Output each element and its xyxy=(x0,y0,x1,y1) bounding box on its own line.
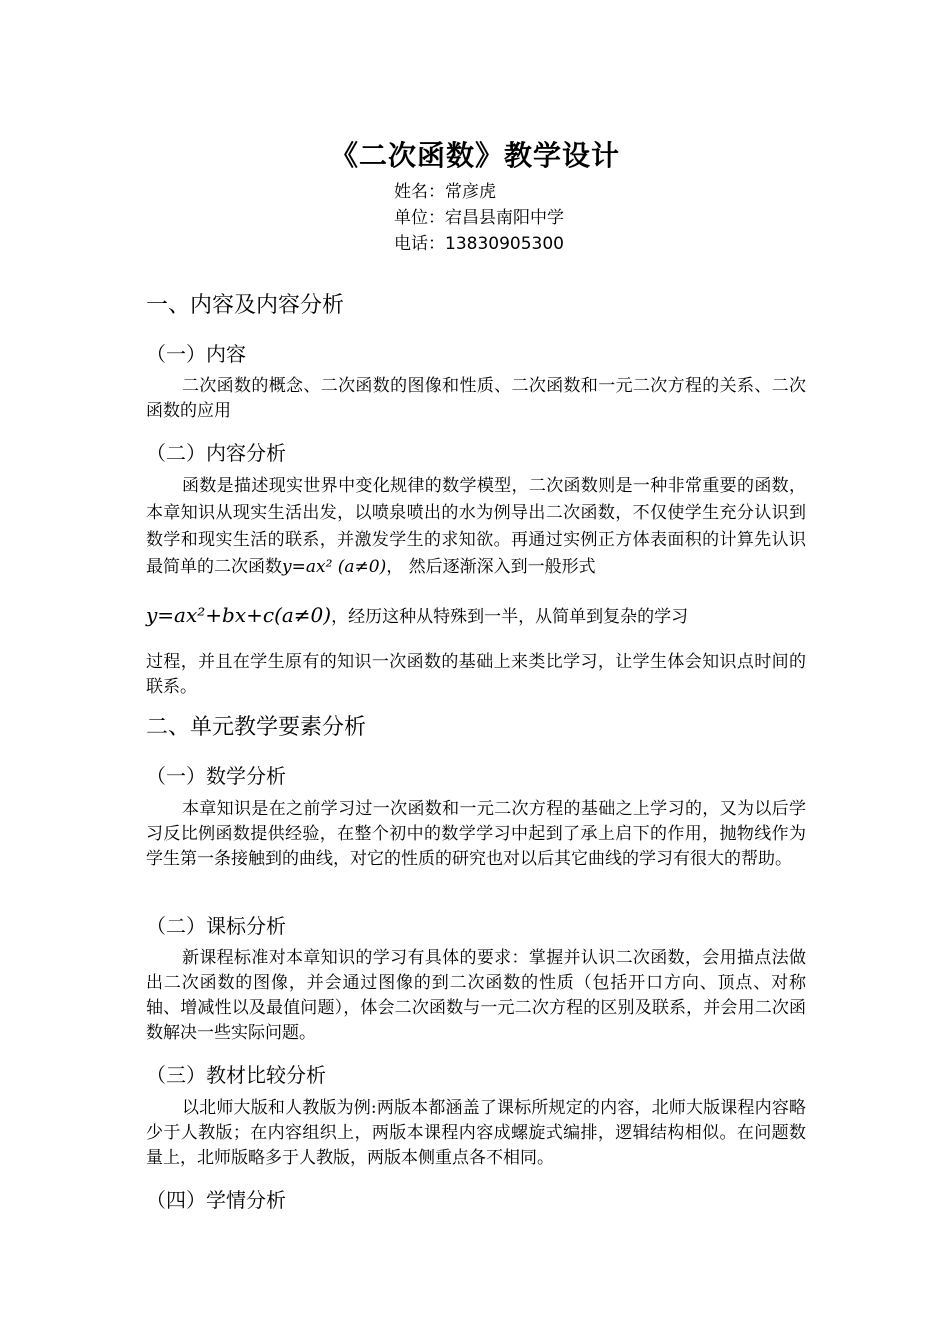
paragraph-text-b: ， 然后逐渐深入到一般形式 xyxy=(386,557,596,577)
formula-general-quadratic: y=ax²+bx+c(a≠0) xyxy=(146,603,332,627)
section-2-4-heading: （四）学情分析 xyxy=(146,1188,286,1212)
section-1-2-heading: （二）内容分析 xyxy=(146,441,286,465)
paragraph-text-c: ，经历这种从特殊到一半，从简单到复杂的学习 xyxy=(331,607,689,627)
section-2-2-heading: （二）课标分析 xyxy=(146,914,286,938)
section-1-1-heading: （一）内容 xyxy=(146,342,246,366)
section-2-1-heading: （一）数学分析 xyxy=(146,764,286,788)
author-unit: 单位：宕昌县南阳中学 xyxy=(394,208,564,228)
paragraph-text-a: 函数是描述现实世界中变化规律的数学模型，二次函数则是一种非常重要的函数，本章知识从现实生活出发，以喷泉喷出的水为例导出二次函数，不仅使学生充分认识到数学和现实生活的联系，并激发学生的求知欲。再通过实例正方体表面积的计算先认识最简单的二次函数 xyxy=(146,476,806,577)
section-1-1-paragraph: 二次函数的概念、二次函数的图像和性质、二次函数和一元二次方程的关系、二次函数的应用 xyxy=(146,376,806,421)
section-2-heading: 二、单元教学要素分析 xyxy=(146,715,367,740)
section-1-2-paragraph xyxy=(146,473,806,581)
section-2-2-paragraph: 新课程标准对本章知识的学习有具体的要求：掌握并认识二次函数，会用描点法做出二次函数的图像，并会通过图像的到二次函数的性质（包括开口方向、顶点、对称轴、增减性以及最值问题），体会二次函数与一元二次方程的区别及联系，并会用二次函数解决一些实际问题。 xyxy=(146,948,806,1043)
section-2-1-paragraph: 本章知识是在之前学习过一次函数和一元二次方程的基础之上学习的，又为以后学习反比例函数提供经验，在整个初中的数学学习中起到了承上启下的作用，抛物线作为学生第一条接触到的曲线，对它的性质的研究也对以后其它曲线的学习有很大的帮助。 xyxy=(146,799,806,869)
section-1-2-paragraph-line-2 xyxy=(146,600,806,632)
section-1-2-paragraph-end: 过程，并且在学生原有的知识一次函数的基础上来类比学习，让学生体会知识点时间的联系。 xyxy=(146,652,806,697)
author-name: 姓名：常彦虎 xyxy=(394,182,496,202)
document-title: 《二次函数》教学设计 xyxy=(329,139,620,172)
formula-simple-quadratic: y=ax² (a≠0) xyxy=(282,557,387,577)
section-1-heading: 一、内容及内容分析 xyxy=(146,293,345,318)
section-2-3-heading: （三）教材比较分析 xyxy=(146,1063,326,1087)
author-phone: 电话：13830905300 xyxy=(394,234,564,254)
section-2-3-paragraph: 以北师大版和人教版为例:两版本都涵盖了课标所规定的内容，北师大版课程内容略少于人教版；在内容组织上，两版本课程内容成螺旋式编排，逻辑结构相似。在问题数量上，北师版略多于人教版，两版本侧重点各不相同。 xyxy=(146,1098,806,1168)
